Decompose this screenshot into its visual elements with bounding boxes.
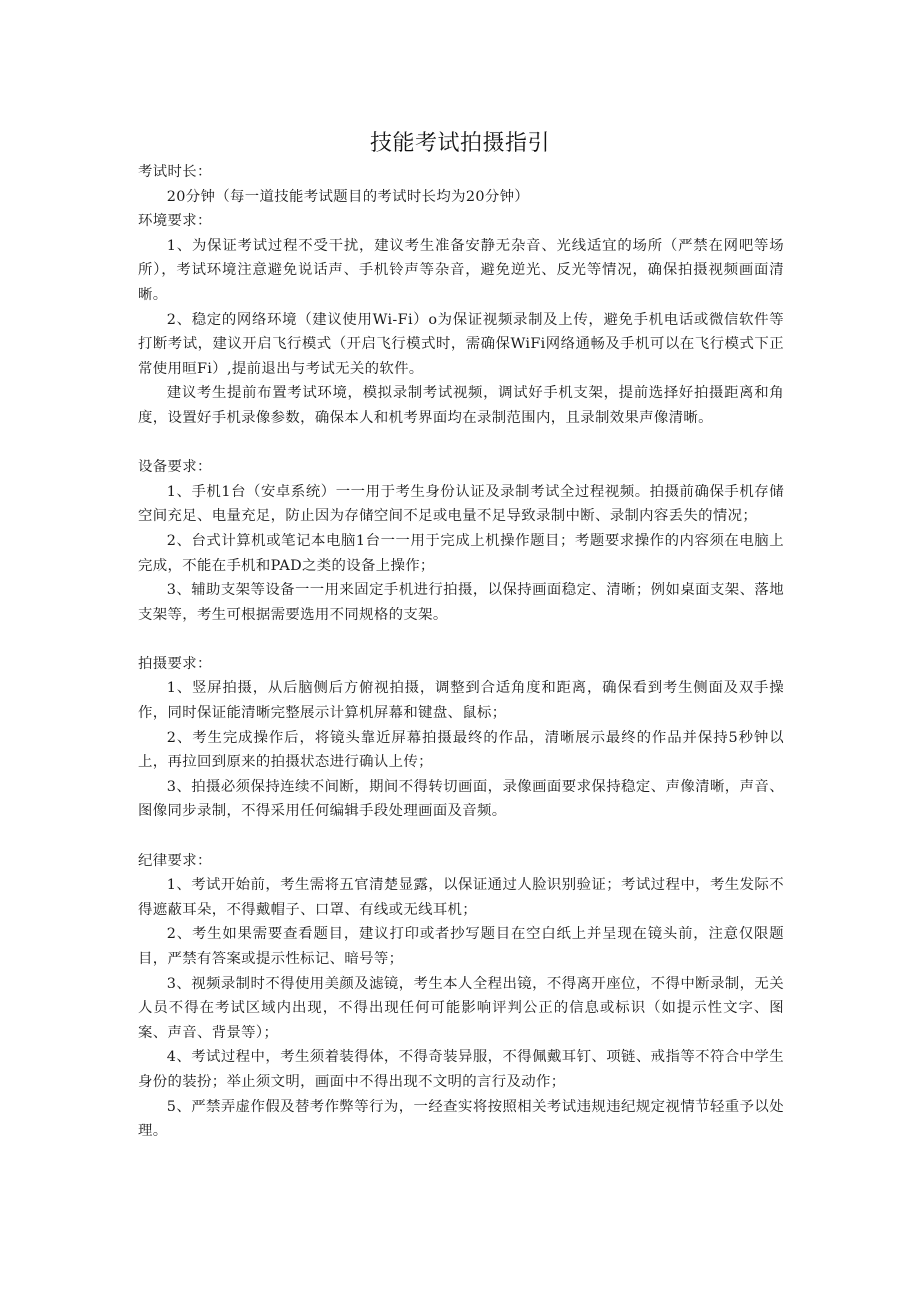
paragraph: 2、稳定的网络环境（建议使用Wi-Fi）o为保证视频录制及上传，避免手机电话或微信软件等打断考试，建议开启飞行模式（开启飞行模式时，需确保WiFi网络通畅及手机可以在飞行模式下正常使用晅Fi）,提前退出与考试无关的软件。 [138,311,784,377]
document-title: 技能考试拍摄指引 [369,131,550,156]
document-body [138,160,784,1144]
section-environment [138,209,784,430]
section-label: 拍摄要求： [138,655,212,672]
section-shooting [138,652,784,824]
paragraph: 建议考生提前布置考试环境，模拟录制考试视频，调试好手机支架，提前选择好拍摄距离和角度，设置好手机录像参数，确保本人和机考界面均在录制范围内，且录制效果声像清晰。 [138,385,784,426]
paragraph: 2、台式计算机或笔记本电脑1台一一用于完成上机操作题目；考题要求操作的内容须在电脑上完成，不能在手机和PAD之类的设备上操作； [138,532,784,574]
paragraph: 2、考生如果需要查看题目，建议打印或者抄写题目在空白纸上并呈现在镜头前，注意仅限题目，严禁有答案或提示性标记、暗号等； [138,926,784,967]
paragraph: 5、严禁弄虚作假及替考作弊等行为，一经查实将按照相关考试违规违纪规定视情节轻重予以处理。 [138,1098,784,1140]
paragraph: 4、考试过程中，考生须着装得体，不得奇装异服，不得佩戴耳钉、项链、戒指等不符合中学生身份的装扮；举止须文明，画面中不得出现不文明的言行及动作； [138,1049,784,1090]
section-label: 环境要求： [138,213,212,230]
paragraph: 1、为保证考试过程不受干扰，建议考生准备安静无杂音、光线适宜的场所（严禁在网吧等场所），考试环境注意避免说话声、手机铃声等杂音，避免逆光、反光等情况，确保拍摄视频画面清晰。 [138,237,784,303]
paragraph: 2、考生完成操作后，将镜头靠近屏幕拍摄最终的作品，清晰展示最终的作品并保持5秒钟以上，再拉回到原来的拍摄状态进行确认上传； [138,729,784,771]
section-discipline [138,849,784,1144]
paragraph: 3、辅助支架等设备一一用来固定手机进行拍摄，以保持画面稳定、清晰；例如桌面支架、落地支架等，考生可根据需要选用不同规格的支架。 [138,582,784,623]
paragraph: 20分钟（每一道技能考试题目的考试时长均为20分钟） [166,188,530,205]
section-label: 纪律要求： [138,852,212,869]
paragraph: 3、视频录制时不得使用美颜及滤镜，考生本人全程出镜，不得离开座位，不得中断录制，无关人员不得在考试区域内出现，不得出现任何可能影响评判公正的信息或标识（如提示性文字、图案、声音、背景等）； [138,975,784,1041]
spacer [138,431,784,456]
paragraph: 1、考试开始前，考生需将五官清楚显露，以保证通过人脸识别验证；考试过程中，考生发际不得遮蔽耳朵，不得戴帽子、口罩、有线或无线耳机； [138,877,784,918]
section-label: 考试时长： [138,164,212,180]
paragraph: 3、拍摄必须保持连续不间断，期间不得转切画面，录像画面要求保持稳定、声像清晰，声音、图像同步录制，不得采用任何编辑手段处理画面及音频。 [138,778,784,820]
section-label: 设备要求： [138,459,212,476]
paragraph: 1、竖屏拍摄，从后脑侧后方俯视拍摄，调整到合适角度和距离，确保看到考生侧面及双手操作，同时保证能清晰完整展示计算机屏幕和键盘、鼠标； [138,680,784,722]
section-equipment [138,455,784,627]
spacer [138,627,784,652]
section-duration [138,160,784,209]
paragraph: 1、手机1台（安卓系统）一一用于考生身份认证及录制考试全过程视频。拍摄前确保手机存储空间充足、电量充足，防止因为存储空间不足或电量不足导致录制中断、录制内容丢失的情况； [138,483,784,525]
spacer [138,824,784,849]
